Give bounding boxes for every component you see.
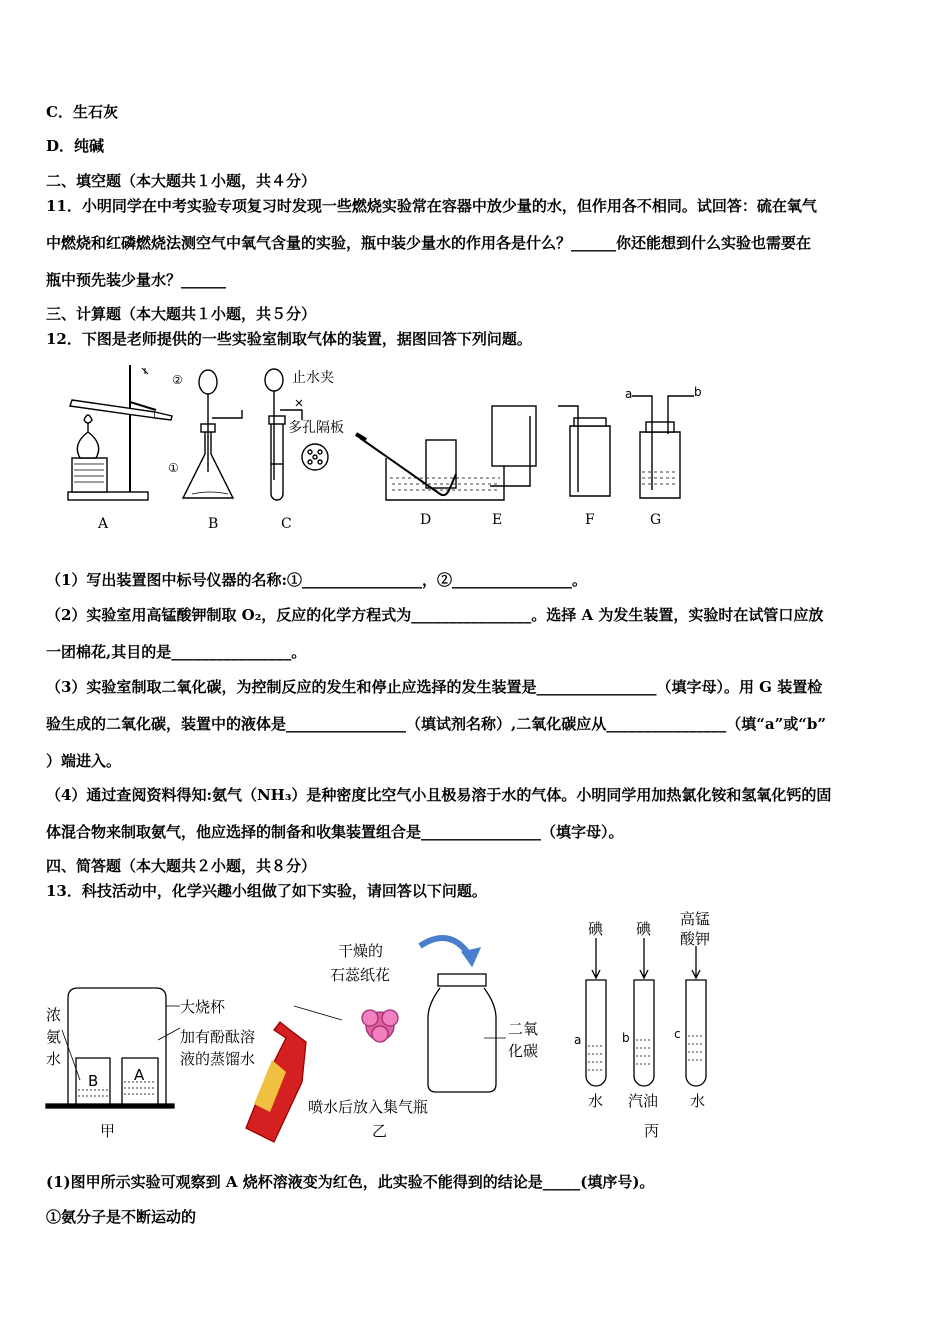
q12-part-2-line-1: （2）实验室用高锰酸钾制取 O₂，反应的化学方程式为________________。选择 A 为发生装置，实验时在试管口应放 [46,606,824,624]
apparatus-b [168,370,242,498]
q12-part-2-line-2: 一团棉花,其目的是________________。 [46,643,307,661]
tube-c-label: c [674,1027,681,1041]
caption-jia: 甲 [100,1122,116,1140]
q12-part-3-line-3: ）端进入。 [46,752,122,770]
solvent-c-label: 水 [690,1092,706,1110]
clamp-label: 止水夹 [292,370,334,386]
port-b-label: b [694,385,702,399]
q12-part-1: （1）写出装置图中标号仪器的名称:①________________，②________________。 [46,571,587,589]
circle-label-1: ① [168,461,179,475]
caption-bing: 丙 [644,1122,660,1140]
label-d: D [420,512,432,528]
ammonia-label-3: 水 [46,1050,62,1068]
q13-option-1: ①氨分子是不断运动的 [46,1208,197,1226]
circle-label-2: ② [172,373,183,387]
solvent-b-label: 汽油 [628,1092,659,1110]
apparatus-a [68,365,172,500]
apparatus-figure [60,360,720,540]
dry-flower-label-2: 石蕊纸花 [330,966,391,984]
ammonia-label-2: 氨 [46,1028,62,1046]
label-c: C [281,516,292,532]
q12-part-4-line-1: （4）通过查阅资料得知:氨气（NH₃）是种密度比空气小且极易溶于水的气体。小明同学用加热氯化铵和氢氧化钙的固 [46,786,832,804]
section-4-heading: 四、简答题（本大题共２小题，共８分） [46,857,317,875]
co2-label-1: 二氧 [508,1020,539,1038]
big-beaker-label: 大烧杯 [180,998,226,1016]
label-g: G [650,512,662,528]
kmno4-label-1: 高锰 [680,910,711,928]
experiment-yi [246,938,538,1142]
apparatus-g [625,385,702,498]
q11-line-1: 11．小明同学在中考实验专项复习时发现一些燃烧实验常在容器中放少量的水，但作用各不相同。试回答：硫在氧气 [46,197,817,215]
spray-note: 喷水后放入集气瓶 [308,1098,429,1116]
q12-part-3-line-2: 验生成的二氧化碳，装置中的液体是________________（填试剂名称）,二氧化碳应从________________（填“a”或“b” [46,715,826,733]
kmno4-label-2: 酸钾 [680,930,711,948]
q13-part-1: (1)图甲所示实验可观察到 A 烧杯溶液变为红色，此实验不能得到的结论是_____(填序号)。 [46,1173,655,1191]
apparatus-f [558,406,610,496]
option-c: C．生石灰 [46,103,118,121]
q13-stem: 13．科技活动中，化学兴趣小组做了如下实验，请回答以下问题。 [46,882,487,900]
solvent-a-label: 水 [588,1092,604,1110]
beaker-a-label: A [134,1066,145,1084]
porous-plate-label: 多孔隔板 [288,420,344,436]
litmus-flower [362,1010,398,1042]
tube-a-label: a [574,1033,582,1047]
iodine-label-2: 碘 [636,920,652,938]
apparatus-d [356,434,504,500]
label-b: B [208,516,219,532]
experiment-bing [574,910,710,1140]
option-d: D．纯碱 [46,137,105,155]
iodine-label-1: 碘 [588,920,604,938]
experiment-figure [40,910,740,1150]
q12-part-4-line-2: 体混合物来制取氨气，他应选择的制备和收集装置组合是________________（填字母）。 [46,823,624,841]
phenolphthalein-label-1: 加有酚酞溶 [180,1028,256,1046]
section-2-heading: 二、填空题（本大题共１小题，共４分） [46,172,317,190]
phenolphthalein-label-2: 液的蒸馏水 [180,1050,256,1068]
tube-b-label: b [622,1031,630,1045]
q12-part-3-line-1: （3）实验室制取二氧化碳，为控制反应的发生和停止应选择的发生装置是________________（填字母）。用 G 装置检 [46,678,823,696]
caption-yi: 乙 [372,1122,388,1140]
section-3-heading: 三、计算题（本大题共１小题，共５分） [46,305,317,323]
apparatus-c [265,369,344,500]
label-e: E [492,512,503,528]
beaker-b-label: B [88,1072,99,1090]
q11-line-3: 瓶中预先装少量水？______ [46,271,227,289]
label-f: F [585,512,595,528]
experiment-jia [46,988,255,1140]
label-a: A [98,516,109,532]
q11-line-2: 中燃烧和红磷燃烧法测空气中氧气含量的实验，瓶中装少量水的作用各是什么？______你还能想到什么实验也需要在 [46,234,812,252]
ammonia-label-1: 浓 [46,1006,62,1024]
co2-label-2: 化碳 [508,1042,539,1060]
q12-stem: 12．下图是老师提供的一些实验室制取气体的装置，据图回答下列问题。 [46,330,532,348]
apparatus-e [490,406,536,486]
port-a-label: a [625,387,633,401]
dry-flower-label-1: 干燥的 [338,942,384,960]
